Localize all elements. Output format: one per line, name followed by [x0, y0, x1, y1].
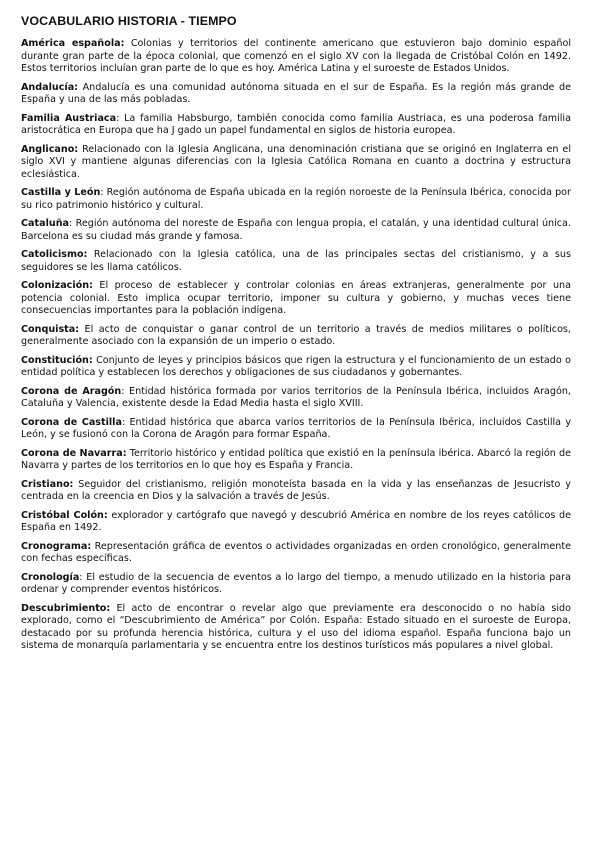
entry-term: Corona de Castilla	[21, 416, 122, 428]
entry-definition: Colonias y territorios del continente americano que estuvieron bajo dominio español durante gran parte de la época colonial, que comenzó en el siglo XV con la llegada de Cristóbal Colón en 1492. Estos territorios incluían gran parte de lo que es hoy. América Latina y el suroeste de Estados Unidos.	[21, 38, 571, 74]
glossary-entry	[21, 386, 571, 411]
glossary-entry	[21, 82, 571, 107]
entry-definition: Territorio histórico y entidad política que existió en la península ibérica. Abarcó la región de Navarra y partes de los territorios en lo que hoy es España y Francia.	[21, 447, 571, 471]
entry-term: Corona de Aragón	[21, 385, 122, 397]
entry-term: Catolicismo:	[21, 249, 88, 260]
entry-term: Cataluña	[21, 218, 69, 229]
document-title: VOCABULARIO HISTORIA - TIEMPO	[21, 14, 237, 28]
entry-term: Andalucía:	[21, 81, 79, 93]
glossary-entry	[21, 249, 571, 274]
entry-term: Conquista:	[21, 323, 80, 335]
glossary-entry	[21, 572, 571, 597]
glossary-entry	[21, 38, 571, 76]
glossary-entry	[21, 479, 571, 504]
glossary-entry	[21, 280, 571, 318]
glossary-entry	[21, 355, 571, 380]
entry-definition: Seguidor del cristianismo, religión monoteísta basada en la vida y las enseñanzas de Jesucristo y centrada en la creencia en Dios y la salvación a través de Jesús.	[21, 478, 571, 502]
entry-term: Cronología	[21, 571, 80, 583]
entry-definition: Andalucía es una comunidad autónoma situada en el sur de España. Es la región más grande de España y una de las más pobladas.	[21, 81, 571, 105]
entry-definition: : Entidad histórica que abarca varios territorios de la Península Ibérica, incluidos Castilla y León, y se fusionó con la Corona de Aragón para formar España.	[21, 416, 571, 440]
entry-definition: explorador y cartógrafo que navegó y descubrió América en nombre de los reyes católicos de España en 1492.	[21, 509, 571, 533]
entry-definition: El acto de encontrar o revelar algo que previamente era desconocido o no había sido explorado, como el “Descubrimiento de América” por Colón. España: Estado situado en el suroeste de Europa, destacado por su profunda herencia histórica, cultura y el uso del idioma español. España funciona bajo un sistema de monarquía parlamentaria y se encuentra entre los destinos turísticos más populares a nivel global.	[21, 602, 571, 651]
glossary-entry	[21, 187, 571, 212]
entry-definition: : El estudio de la secuencia de eventos a lo largo del tiempo, a menudo utilizado en la historia para ordenar y comprender eventos históricos.	[21, 571, 571, 595]
entry-definition: Relacionado con la Iglesia católica, una de las principales sectas del cristianismo, y a sus seguidores se les llama católicos.	[21, 249, 571, 273]
entry-definition: El proceso de establecer y controlar colonias en áreas extranjeras, generalmente por una potencia colonial. Esto implica ocupar territorio, imponer su cultura y gobierno, y muchas veces tiene consecuencias importantes para la población indígena.	[21, 280, 571, 316]
glossary-entry	[21, 603, 571, 653]
entry-term: Cristiano:	[21, 478, 74, 490]
glossary-entry	[21, 510, 571, 535]
entry-term: Descubrimiento:	[21, 602, 111, 614]
entry-term: Corona de Navarra:	[21, 447, 127, 459]
entry-definition: : La familia Habsburgo, también conocida como familia Austriaca, es una poderosa familia aristocrática en Europa que ha J gado un papel fundamental en siglos de historia europea.	[21, 112, 571, 136]
glossary-entry	[21, 113, 571, 138]
entry-term: Constitución:	[21, 354, 93, 366]
entry-definition: : Entidad histórica formada por varios territorios de la Península Ibérica, incluidos Aragón, Cataluña y Valencia, existente desde la Edad Media hasta el siglo XVIII.	[21, 385, 571, 409]
glossary-entry	[21, 144, 571, 182]
glossary-entry	[21, 448, 571, 473]
entry-term: Colonización:	[21, 280, 93, 291]
glossary-entry	[21, 417, 571, 442]
entry-term: Castilla y León	[21, 187, 101, 198]
entry-term: Cristóbal Colón:	[21, 509, 108, 521]
entry-definition: : Región autónoma del noreste de España con lengua propia, el catalán, y una identidad cultural única. Barcelona es su ciudad más grande y famosa.	[21, 218, 571, 242]
glossary-entry	[21, 324, 571, 349]
entry-definition: El acto de conquistar o ganar control de un territorio a través de medios militares o políticos, generalmente asociado con la expansión de un imperio o estado.	[21, 323, 571, 347]
entry-definition: : Región autónoma de España ubicada en la región noroeste de la Península Ibérica, conocida por su rico patrimonio histórico y cultural.	[21, 187, 571, 211]
entry-term: América española:	[21, 38, 125, 49]
document-page	[21, 14, 571, 659]
entry-term: Cronograma:	[21, 540, 92, 552]
entry-definition: Conjunto de leyes y principios básicos que rigen la estructura y el funcionamiento de un estado o entidad política y establecen los derechos y obligaciones de sus ciudadanos y gobernantes.	[21, 354, 571, 378]
glossary-entry	[21, 218, 571, 243]
entry-definition: Representación gráfica de eventos o actividades organizadas en orden cronológico, generalmente con fechas específicas.	[21, 540, 571, 564]
glossary-entry	[21, 541, 571, 566]
entry-definition: Relacionado con la Iglesia Anglicana, una denominación cristiana que se originó en Inglaterra en el siglo XVI y mantiene algunas diferencias con la Iglesia Católica Romana en cuanto a doctrina y estructura eclesiástica.	[21, 143, 571, 180]
entry-term: Anglicano:	[21, 143, 79, 155]
entry-term: Familia Austriaca	[21, 112, 117, 124]
